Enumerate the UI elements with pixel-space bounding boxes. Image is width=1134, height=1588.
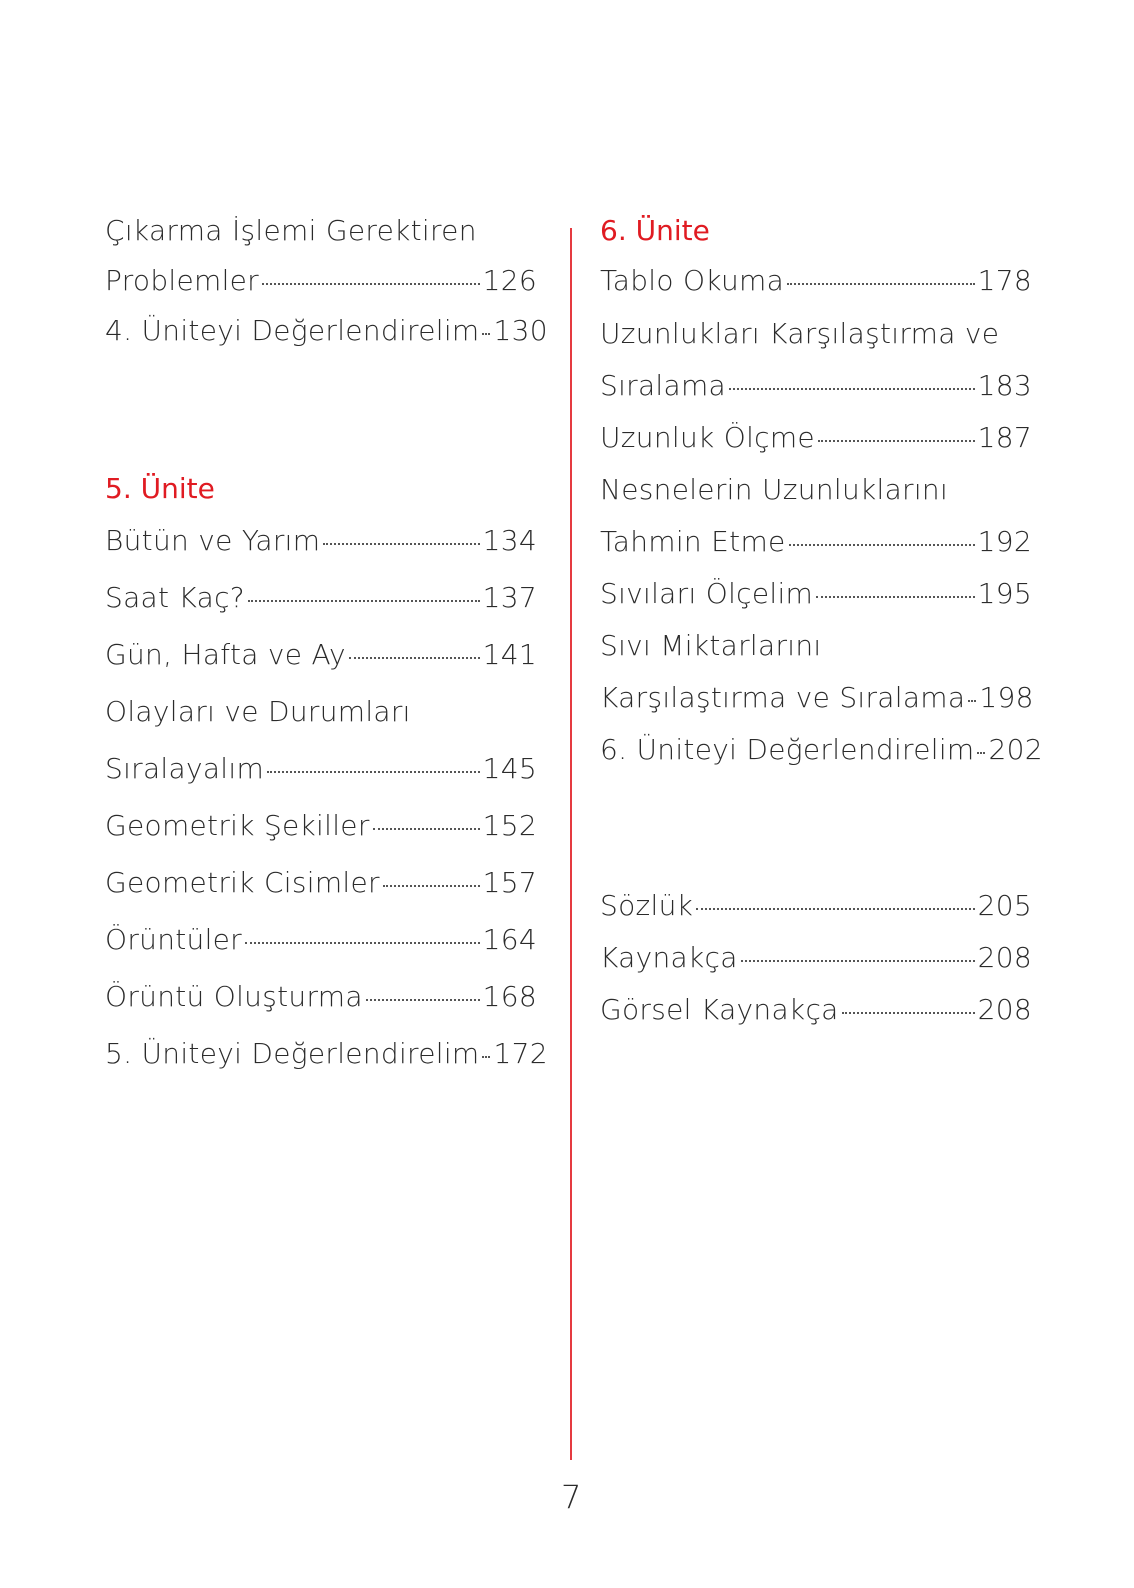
toc-entry-page: 145 (482, 752, 537, 785)
toc-entry-title: Gün, Hafta ve Ay (105, 638, 346, 671)
dot-leader (373, 828, 480, 830)
toc-entry-page: 205 (977, 889, 1032, 922)
toc-entry-page: 137 (482, 581, 537, 614)
toc-entry-title: Örüntüler (105, 923, 242, 956)
toc-entry-page: 172 (493, 1037, 548, 1070)
toc-line: Uzunlukları Karşılaştırma ve (600, 317, 1000, 350)
toc-entry[interactable] (600, 577, 1032, 629)
toc-entry-title: Tahmin Etme (600, 525, 786, 558)
dot-leader (267, 771, 480, 773)
dot-leader (977, 752, 985, 754)
toc-entry-title: 4. Üniteyi Değerlendirelim (105, 314, 480, 347)
toc-entry-title: Saat Kaç? (105, 581, 245, 614)
toc-entry-title: Sıralayalım (105, 752, 265, 785)
dot-leader (729, 388, 975, 390)
toc-right-column (600, 214, 1043, 1045)
toc-entry-page: 202 (988, 733, 1043, 766)
dot-leader (696, 908, 975, 910)
toc-entry-page: 126 (482, 264, 537, 297)
toc-entry[interactable] (600, 264, 1032, 317)
dot-leader (818, 440, 975, 442)
toc-entry-title: 6. Üniteyi Değerlendirelim (600, 733, 975, 766)
dot-leader (383, 885, 480, 887)
toc-entry-title: Sıralama (600, 369, 726, 402)
column-divider (570, 228, 572, 1460)
toc-entry[interactable] (600, 369, 1032, 421)
toc-line: Sıvı Miktarlarını (600, 629, 822, 662)
dot-leader (482, 333, 490, 335)
toc-line: Olayları ve Durumları (105, 695, 411, 728)
toc-entry-page: 134 (482, 524, 537, 557)
toc-entry-page: 183 (977, 369, 1032, 402)
toc-entry[interactable] (105, 638, 537, 695)
toc-entry-page: 152 (482, 809, 537, 842)
toc-entry-title: Tablo Okuma (600, 264, 785, 297)
dot-leader (366, 999, 480, 1001)
toc-entry[interactable] (105, 980, 537, 1037)
dot-leader (245, 942, 480, 944)
toc-entry-page: 192 (977, 525, 1032, 558)
dot-leader (482, 1056, 490, 1058)
toc-entry[interactable] (600, 421, 1032, 473)
toc-line: Nesnelerin Uzunluklarını (600, 473, 949, 506)
unit-heading: 5. Ünite (105, 472, 215, 505)
toc-entry[interactable] (105, 524, 537, 581)
toc-entry[interactable] (600, 993, 1032, 1045)
dot-leader (262, 283, 480, 285)
toc-entry-page: 195 (977, 577, 1032, 610)
toc-entry-title: 5. Üniteyi Değerlendirelim (105, 1037, 480, 1070)
toc-entry-page: 208 (977, 941, 1032, 974)
toc-entry-page: 208 (977, 993, 1032, 1026)
toc-left-column (105, 214, 548, 1094)
toc-entry-title: Görsel Kaynakça (600, 993, 839, 1026)
toc-entry-page: 164 (482, 923, 537, 956)
dot-leader (248, 600, 480, 602)
toc-entry-title: Uzunluk Ölçme (600, 421, 815, 454)
dot-leader (349, 657, 480, 659)
toc-entry-title: Karşılaştırma ve Sıralama (600, 681, 966, 714)
toc-entry-page: 178 (977, 264, 1032, 297)
toc-entry[interactable] (105, 809, 537, 866)
toc-entry-page: 198 (979, 681, 1034, 714)
toc-entry[interactable] (105, 581, 537, 638)
toc-entry-page: 157 (482, 866, 537, 899)
dot-leader (787, 283, 975, 285)
dot-leader (842, 1012, 975, 1014)
toc-entry[interactable] (105, 314, 548, 364)
toc-entry[interactable] (600, 889, 1032, 941)
toc-entry[interactable] (600, 941, 1032, 993)
toc-line: Çıkarma İşlemi Gerektiren (105, 214, 477, 247)
dot-leader (968, 700, 976, 702)
toc-entry[interactable] (105, 1037, 548, 1094)
page-number: 7 (561, 1478, 582, 1516)
toc-entry[interactable] (105, 264, 537, 314)
toc-entry-page: 187 (977, 421, 1032, 454)
toc-entry-title: Geometrik Cisimler (105, 866, 380, 899)
toc-entry-title: Geometrik Şekiller (105, 809, 370, 842)
toc-entry-title: Bütün ve Yarım (105, 524, 321, 557)
toc-entry-page: 130 (493, 314, 548, 347)
toc-entry-title: Örüntü Oluşturma (105, 980, 363, 1013)
toc-entry[interactable] (105, 923, 537, 980)
toc-entry-title: Sözlük (600, 889, 694, 922)
unit-heading: 6. Ünite (600, 214, 710, 247)
toc-entry[interactable] (105, 752, 537, 809)
toc-entry-title: Sıvıları Ölçelim (600, 577, 814, 610)
toc-entry-title: Kaynakça (600, 941, 738, 974)
dot-leader (816, 596, 975, 598)
toc-entry[interactable] (600, 681, 1032, 733)
toc-entry[interactable] (600, 733, 1043, 785)
toc-entry-title: Problemler (105, 264, 259, 297)
toc-entry[interactable] (105, 866, 537, 923)
toc-entry[interactable] (600, 525, 1032, 577)
dot-leader (323, 543, 479, 545)
dot-leader (741, 960, 975, 962)
dot-leader (789, 544, 975, 546)
toc-entry-page: 141 (482, 638, 537, 671)
toc-entry-page: 168 (482, 980, 537, 1013)
